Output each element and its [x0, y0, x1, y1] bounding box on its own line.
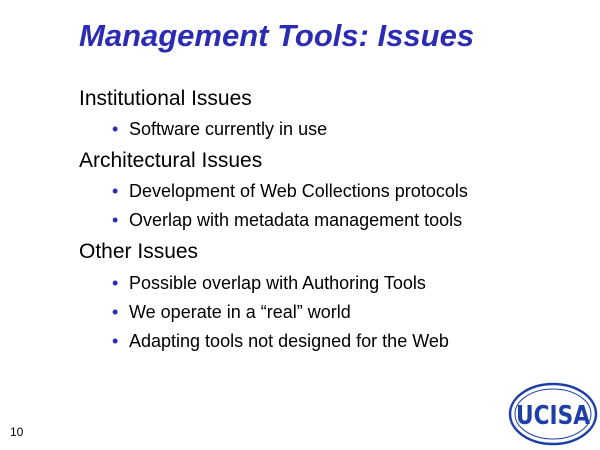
section-heading-other: Other Issues	[79, 240, 199, 263]
bullet-text: Possible overlap with Authoring Tools	[129, 273, 426, 293]
bullet-item	[112, 331, 449, 352]
bullet-text: Development of Web Collections protocols	[129, 181, 468, 201]
bullet-item	[112, 181, 468, 202]
bullet-item	[112, 119, 327, 140]
slide-title: Management Tools: Issues	[79, 18, 475, 53]
bullet-text: Adapting tools not designed for the Web	[129, 331, 449, 351]
bullet-item	[112, 273, 426, 294]
bullet-item	[112, 302, 351, 323]
bullet-icon: •	[112, 302, 119, 322]
bullet-icon: •	[112, 181, 119, 201]
bullet-item	[112, 210, 462, 231]
bullet-text: We operate in a “real” world	[129, 302, 351, 322]
section-heading-architectural: Architectural Issues	[79, 149, 263, 172]
ucisa-logo	[508, 381, 598, 447]
bullet-text: Software currently in use	[129, 119, 328, 139]
bullet-icon: •	[112, 331, 119, 351]
section-heading-institutional: Institutional Issues	[79, 87, 252, 110]
bullet-icon: •	[112, 273, 119, 293]
bullet-icon: •	[112, 119, 119, 139]
page-number: 10	[10, 425, 24, 439]
svg-text:UCISA: UCISA	[516, 401, 590, 431]
bullet-icon: •	[112, 210, 119, 230]
bullet-text: Overlap with metadata management tools	[129, 210, 463, 230]
